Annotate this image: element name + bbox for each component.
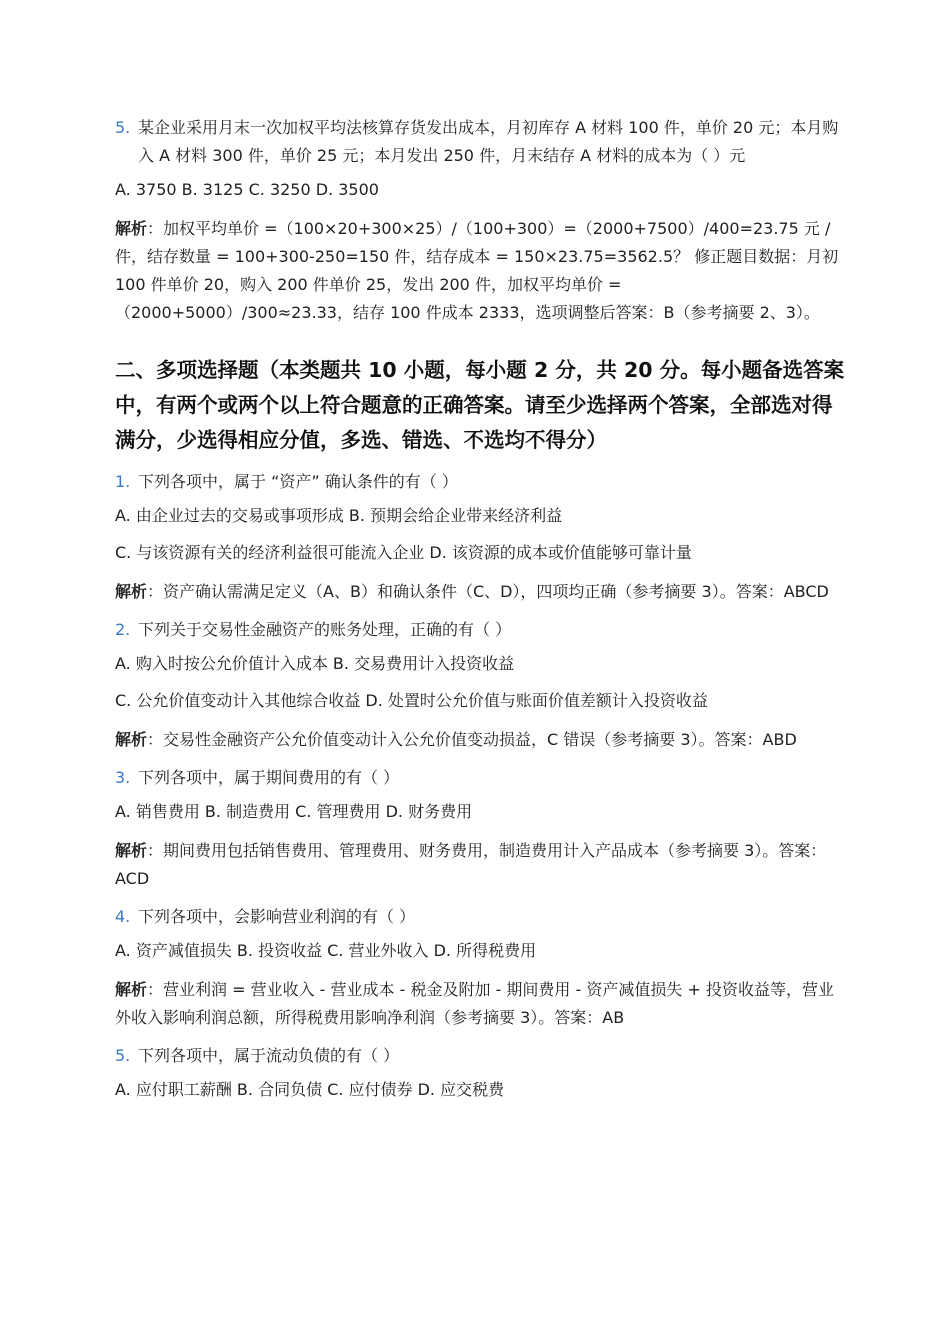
question-multi-2 [115, 616, 845, 644]
question-single-5 [115, 114, 845, 170]
question-number: 5. [115, 118, 131, 137]
question-number: 3. [115, 768, 131, 787]
question-options: A. 应付职工薪酬 B. 合同负债 C. 应付债券 D. 应交税费 [115, 1080, 505, 1099]
question-text: 下列各项中，会影响营业利润的有（ ） [138, 907, 416, 926]
question-options: C. 公允价值变动计入其他综合收益 D. 处置时公允价值与账面价值差额计入投资收益 [115, 691, 708, 710]
question-options: C. 与该资源有关的经济利益很可能流入企业 D. 该资源的成本或价值能够可靠计量 [115, 543, 692, 562]
question-text: 某企业采用月末一次加权平均法核算存货发出成本，月初库存 A 材料 100 件，单价 20 元；本月购入 A 材料 300 件，单价 25 元；本月发出 250 件，月末结存 A 材料的成本为（ ）元 [138, 118, 839, 165]
analysis-text: ：期间费用包括销售费用、管理费用、财务费用，制造费用计入产品成本（参考摘要 3）。答案：ACD [115, 841, 827, 888]
question-analysis [115, 976, 845, 1032]
question-number: 5. [115, 1046, 131, 1065]
question-number: 4. [115, 907, 131, 926]
question-options: A. 销售费用 B. 制造费用 C. 管理费用 D. 财务费用 [115, 802, 473, 821]
question-analysis [115, 726, 845, 754]
analysis-text: ：交易性金融资产公允价值变动计入公允价值变动损益，C 错误（参考摘要 3）。答案：ABD [147, 730, 797, 749]
question-multi-3 [115, 764, 845, 792]
question-text: 下列各项中，属于流动负债的有（ ） [138, 1046, 400, 1065]
question-number: 2. [115, 620, 131, 639]
question-analysis [115, 837, 845, 893]
analysis-label: 解析 [115, 730, 148, 749]
analysis-label: 解析 [115, 219, 148, 238]
analysis-text: ：资产确认需满足定义（A、B）和确认条件（C、D），四项均正确（参考摘要 3）。答案：ABCD [147, 582, 829, 601]
analysis-label: 解析 [115, 841, 148, 860]
question-multi-4 [115, 903, 845, 931]
section-heading: 二、多项选择题（本类题共 10 小题，每小题 2 分，共 20 分。每小题备选答案中，有两个或两个以上符合题意的正确答案。请至少选择两个答案，全部选对得满分，少选得相应分值，多选、错选、不选均不得分） [115, 358, 845, 452]
analysis-text: ：加权平均单价 =（100×20+300×25）/（100+300）=（2000+7500）/400=23.75 元 / 件，结存数量 = 100+300-250=150 件，结存成本 = 150×23.75=3562.5？ 修正题目数据：月初 100 件单价 20，购入 200 件单价 25，发出 200 件，加权平均单价 =（2000+5000）/300≈23.33，结存 100 件成本 2333，选项调整后答案：B（参考摘要 2、3）。 [115, 219, 839, 322]
question-options: A. 资产减值损失 B. 投资收益 C. 营业外收入 D. 所得税费用 [115, 941, 537, 960]
question-multi-1 [115, 468, 845, 496]
question-number: 1. [115, 472, 131, 491]
question-text: 下列关于交易性金融资产的账务处理，正确的有（ ） [138, 620, 512, 639]
question-text: 下列各项中，属于期间费用的有（ ） [138, 768, 400, 787]
question-options: A. 由企业过去的交易或事项形成 B. 预期会给企业带来经济利益 [115, 506, 563, 525]
question-options: A. 购入时按公允价值计入成本 B. 交易费用计入投资收益 [115, 654, 515, 673]
question-multi-5 [115, 1042, 845, 1070]
analysis-label: 解析 [115, 582, 148, 601]
question-analysis [115, 215, 845, 327]
question-options: A. 3750 B. 3125 C. 3250 D. 3500 [115, 180, 379, 199]
question-text: 下列各项中，属于 “资产” 确认条件的有（ ） [138, 472, 458, 491]
question-analysis [115, 578, 845, 606]
document-page [115, 114, 845, 1115]
analysis-text: ：营业利润 = 营业收入 - 营业成本 - 税金及附加 - 期间费用 - 资产减值损失 + 投资收益等，营业外收入影响利润总额，所得税费用影响净利润（参考摘要 3）。答案：AB [115, 980, 834, 1027]
analysis-label: 解析 [115, 980, 148, 999]
